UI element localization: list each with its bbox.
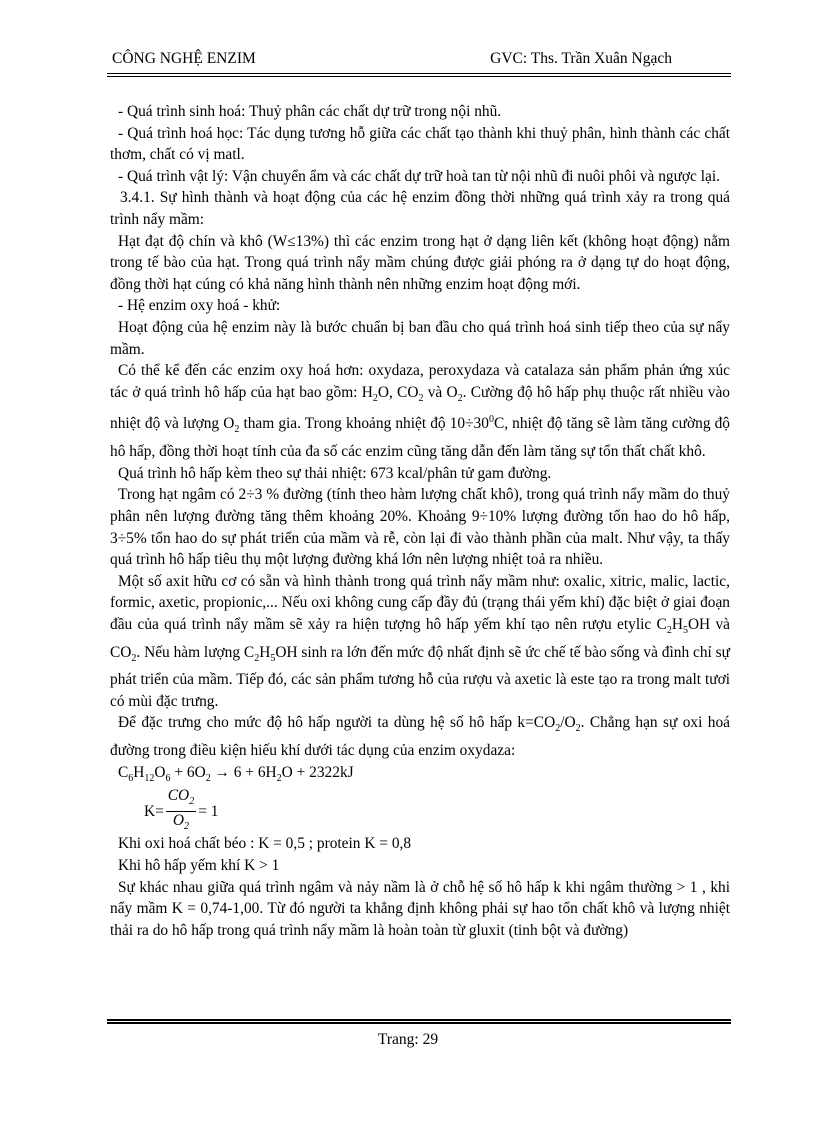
paragraph-soaking-vs-germination: Sự khác nhau giữa quá trình ngâm và nảy nầm là ở chỗ hệ số hô hấp k khi ngâm thường > 1 , khi nẩy mầm K = 0,74-1,00. Từ đó người ta khẳng định không phải sự hao tổn chất khô và lượng nhiệt thải ra do hô hấp trong quá trình nẩy mầm là hoàn toàn từ gluxit (tinh bột và đường) <box>110 878 730 939</box>
paragraph-heat-release: Quá trình hô hấp kèm theo sự thải nhiệt: 673 kcal/phân tử gam đường. <box>118 464 552 482</box>
paragraph-enzyme-state: Hạt đạt độ chín và khô (W≤13%) thì các enzim trong hạt ở dạng liên kết (không hoạt động) nằm trong tế bào của hạt. Trong quá trình nẩy mầm chúng được giải phóng ra ở dạng tự do hoạt động, đồng thời hạt cúng có khả năng hình thành nên những enzim hoạt động mới. <box>110 232 730 293</box>
header-divider <box>107 73 731 77</box>
paragraph-chemical-process: - Quá trình hoá học: Tác dụng tương hỗ giữa các chất tạo thành khi thuỷ phân, hình thành các chất thơm, chất có vị matl. <box>110 124 730 164</box>
paragraph-redox-heading: - Hệ enzim oxy hoá - khử: <box>118 297 281 315</box>
page-body <box>110 101 730 941</box>
page-number: Trang: 29 <box>377 1031 439 1048</box>
equation-k-ratio: K= $\frac{CO_2}{O_2}$ = 1 <box>110 789 730 833</box>
footer-divider <box>107 1019 731 1024</box>
paragraph-sugar-loss: Trong hạt ngâm có 2÷3 % đường (tính theo hàm lượng chất khô), trong quá trình nẩy mầm do thuỷ phân nên lượng đường tăng thêm khoảng 20%. Khoảng 9÷10% lượng đường tổn hao do hô hấp, 3÷5% tổn hao do sự phát triển của mầm và rễ, còn lại đi vào thành phần của malt. Như vậy, ta thấy quá trình hô hấp tiêu thụ một lượng đường khá lớn nên lượng nhiệt toả ra nhiều. <box>110 486 730 569</box>
paragraph-anaerobic-k: Khi hô hấp yếm khí K > 1 <box>118 857 280 874</box>
paragraph-oxidase-enzymes: Có thể kể đến các enzim oxy hoá hơn: oxydaza, peroxydaza và catalaza sản phẩm phản ứng xúc tác ở quá trình hô hấp của hạt bao gồm: $H_2O$, $CO_2$ và $O_2$. Cường độ hô hấp phụ thuộc rất nhiều vào nhiệt độ và lượng $O_2$ tham gia. Trong khoảng nhiệt độ $10\div 30^0C$, nhiệt độ tăng sẽ làm tăng cường độ hô hấp, đồng thời hoạt tính của đa số các enzim cũng tăng dẫn đến làm tăng sự tổn thất chất khô. <box>110 362 730 461</box>
equation-glucose-oxidation: $C_6H_{12}O_6 + 6O_2 \to 6 + 6H_2O + 2322kJ$ <box>118 763 354 784</box>
header-lecturer: GVC: Ths. Trần Xuân Ngạch <box>490 50 672 67</box>
section-heading-3-4-1: 3.4.1. Sự hình thành và hoạt động của các hệ enzim đồng thời những quá trình xảy ra trong quá trình nẩy mầm: <box>110 189 730 228</box>
paragraph-redox-activity: Hoạt động của hệ enzim này là bước chuẩn bị ban đầu cho quá trình hoá sinh tiếp theo của sự nẩy mầm. <box>110 318 730 358</box>
paragraph-organic-acids: Một số axit hữu cơ có sẵn và hình thành trong quá trình nẩy mầm như: oxalic, xitric, malic, lactic, formic, axetic, propionic,... Nếu oxi không cung cấp đầy đủ (trạng thái yếm khí) đặc biệt ở giai đoạn đầu của quá trình nẩy mầm sẽ xảy ra hiện tượng hô hấp yếm khí tạo nên rượu etylic $C_2H_5OH$ và $CO_2$. Nếu hàm lượng $C_2H_5OH$ sinh ra lớn đến mức độ nhất định sẽ ức chế tế bào sống và đình chỉ sự phát triển của mầm. Tiếp đó, các sản phẩm tương hỗ của rượu và axetic là este tạo ra trong malt tươi có mùi đặc trưng. <box>110 572 730 710</box>
header-course-title: CÔNG NGHỆ ENZIM <box>112 50 256 67</box>
page-header <box>108 50 732 74</box>
paragraph-biochemical-process: - Quá trình sinh hoá: Thuỷ phân các chất dự trữ trong nội nhũ. <box>118 103 502 120</box>
fraction: $\frac{CO_2}{O_2}$ <box>167 786 195 832</box>
paragraph-respiration-coefficient: Để đặc trưng cho mức độ hô hấp người ta dùng hệ số hô hấp $k=CO_2/O_2$. Chẳng hạn sự oxi hoá đường trong điều kiện hiếu khí dưới tác dụng của enzim oxydaza: <box>110 714 730 760</box>
paragraph-physical-process: - Quá trình vật lý: Vận chuyển ẩm và các chất dự trữ hoà tan từ nội nhũ đi nuôi phôi và ngược lại. <box>118 167 720 185</box>
paragraph-fat-protein-k: Khi oxi hoá chất béo : K = 0,5 ; protein K = 0,8 <box>118 835 412 853</box>
